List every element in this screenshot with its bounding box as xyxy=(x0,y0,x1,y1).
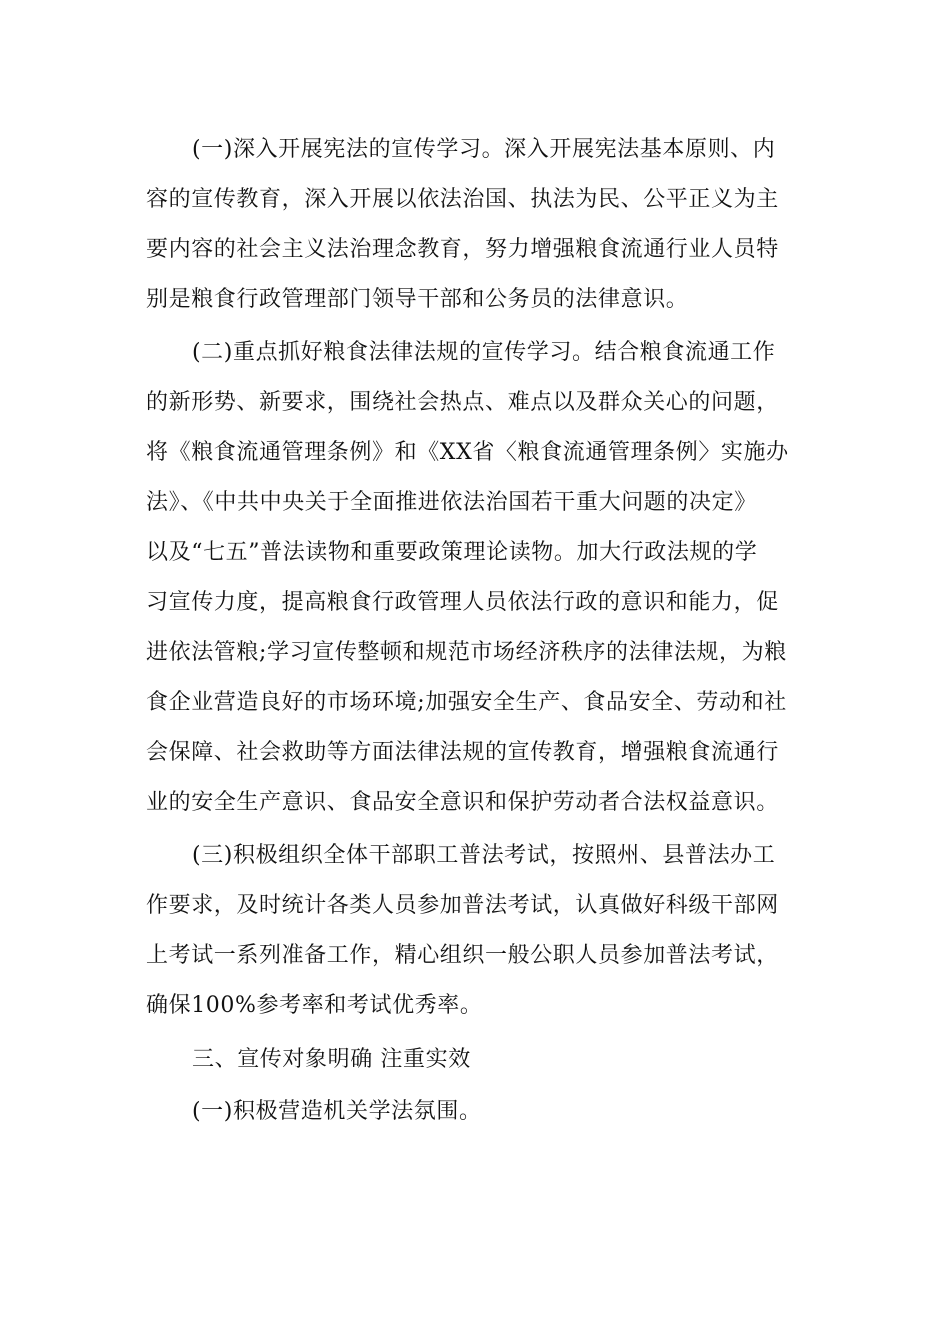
subsection-heading: (一)积极营造机关学法氛围。 xyxy=(192,1099,482,1124)
paragraph-2-line-10: 业的安全生产意识、食品安全意识和保护劳动者合法权益意识。 xyxy=(146,790,779,815)
paragraph-3-line-1: (三)积极组织全体干部职工普法考试，按照州、县普法办工 xyxy=(192,843,776,868)
paragraph-2-line-7: 进依法管粮;学习宣传整顿和规范市场经济秩序的法律法规，为粮 xyxy=(146,640,787,665)
paragraph-3-line-3: 上考试一系列准备工作，精心组织一般公职人员参加普法考试， xyxy=(146,943,779,968)
paragraph-2-line-3: 将《粮食流通管理条例》和《XX省〈粮食流通管理条例〉实施办 xyxy=(146,440,789,465)
paragraph-3-line-4: 确保100%参考率和考试优秀率。 xyxy=(146,993,483,1018)
paragraph-1-line-3: 要内容的社会主义法治理念教育，努力增强粮食流通行业人员特 xyxy=(146,237,779,262)
paragraph-3-line-2: 作要求，及时统计各类人员参加普法考试，认真做好科级干部网 xyxy=(146,893,779,918)
paragraph-2-line-4: 法》、《中共中央关于全面推进依法治国若干重大问题的决定》 xyxy=(146,490,757,515)
paragraph-2-line-5: 以及“七五”普法读物和重要政策理论读物。加大行政法规的学 xyxy=(146,540,758,565)
section-heading: 三、宣传对象明确 注重实效 xyxy=(192,1047,471,1072)
paragraph-2-line-6: 习宣传力度，提高粮食行政管理人员依法行政的意识和能力，促 xyxy=(146,590,779,615)
paragraph-2-line-9: 会保障、社会救助等方面法律法规的宣传教育，增强粮食流通行 xyxy=(146,740,779,765)
paragraph-1-line-1: (一)深入开展宪法的宣传学习。深入开展宪法基本原则、内 xyxy=(192,137,776,162)
paragraph-2-line-8: 食企业营造良好的市场环境;加强安全生产、食品安全、劳动和社 xyxy=(146,690,787,715)
paragraph-1-line-2: 容的宣传教育，深入开展以依法治国、执法为民、公平正义为主 xyxy=(146,187,779,212)
paragraph-2-line-1: (二)重点抓好粮食法律法规的宣传学习。结合粮食流通工作 xyxy=(192,340,776,365)
paragraph-1-line-4: 别是粮食行政管理部门领导干部和公务员的法律意识。 xyxy=(146,287,689,312)
paragraph-2-line-2: 的新形势、新要求，围绕社会热点、难点以及群众关心的问题， xyxy=(146,390,779,415)
